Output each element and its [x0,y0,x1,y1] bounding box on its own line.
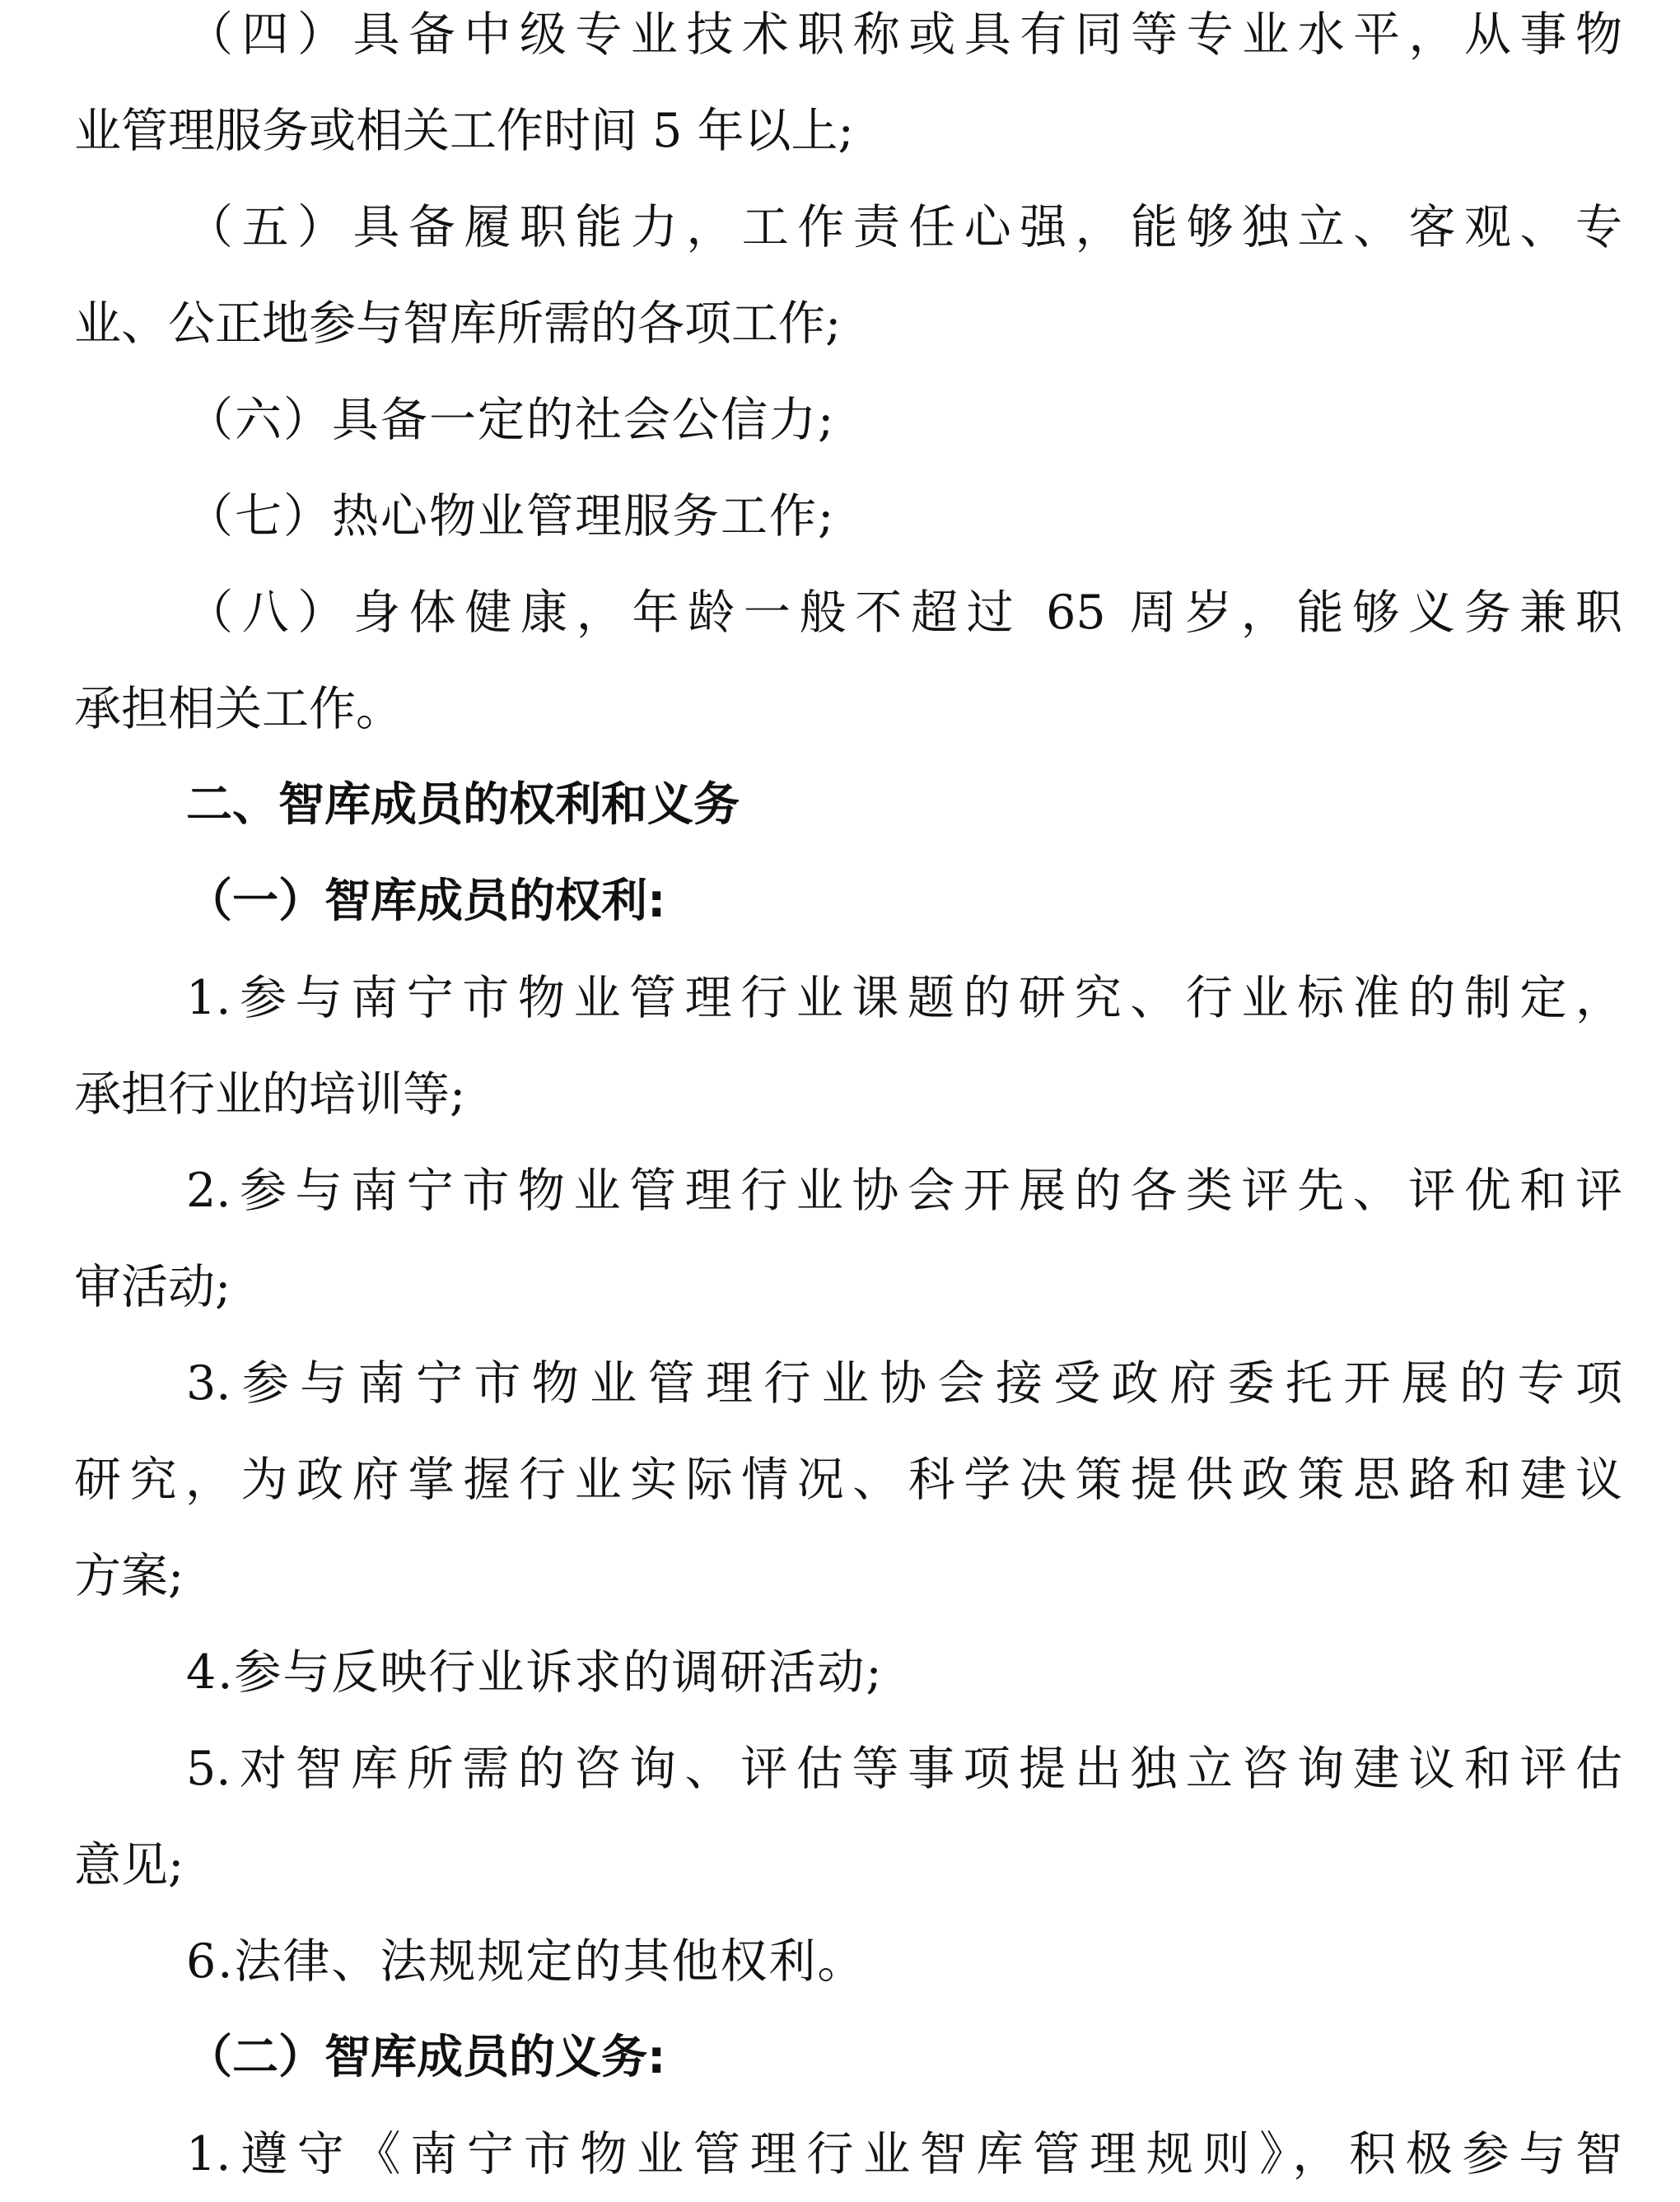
paragraph-line: （四）具备中级专业技术职称或具有同等专业水平，从事物 [186,7,1622,62]
list-item-line: 2.参与南宁市物业管理行业协会开展的各类评先、评优和评 [186,1164,1622,1218]
paragraph-line: 业管理服务或相关工作时间 5 年以上; [74,104,854,158]
list-item-line: 6.法律、法规规定的其他权利。 [186,1934,866,1989]
paragraph-line: （六）具备一定的社会公信力; [186,393,836,447]
list-item-line: 研究，为政府掌握行业实际情况、科学决策提供政策思路和建议 [74,1453,1622,1507]
list-item-line: 意见; [74,1838,184,1892]
paragraph-line: （五）具备履职能力，工作责任心强，能够独立、客观、专 [186,200,1622,254]
list-item-line: 1.参与南宁市物业管理行业课题的研究、行业标准的制定， [186,971,1622,1025]
paragraph-line: （八）身体健康，年龄一般不超过 65 周岁，能够义务兼职 [186,585,1622,640]
list-item-line: 5.对智库所需的咨询、评估等事项提出独立咨询建议和评估 [186,1742,1622,1796]
paragraph-line: （七）热心物业管理服务工作; [186,489,836,544]
list-item-line: 承担行业的培训等; [74,1067,466,1122]
list-item-line: 3.参与南宁市物业管理行业协会接受政府委托开展的专项 [186,1356,1622,1411]
list-item-line: 4.参与反映行业诉求的调研活动; [186,1645,884,1700]
list-item-line: 审活动; [74,1260,231,1314]
list-item-line: 方案; [74,1549,184,1603]
paragraph-line: 承担相关工作。 [74,682,403,736]
section-heading: 二、智库成员的权利和义务 [186,778,740,832]
subsection-heading: （二）智库成员的义务: [186,2031,666,2084]
list-item-line: 1.遵守《南宁市物业管理行业智库管理规则》，积极参与智 [186,2127,1622,2181]
subsection-heading: （一）智库成员的权利: [186,875,666,928]
paragraph-line: 业、公正地参与智库所需的各项工作; [74,296,842,351]
